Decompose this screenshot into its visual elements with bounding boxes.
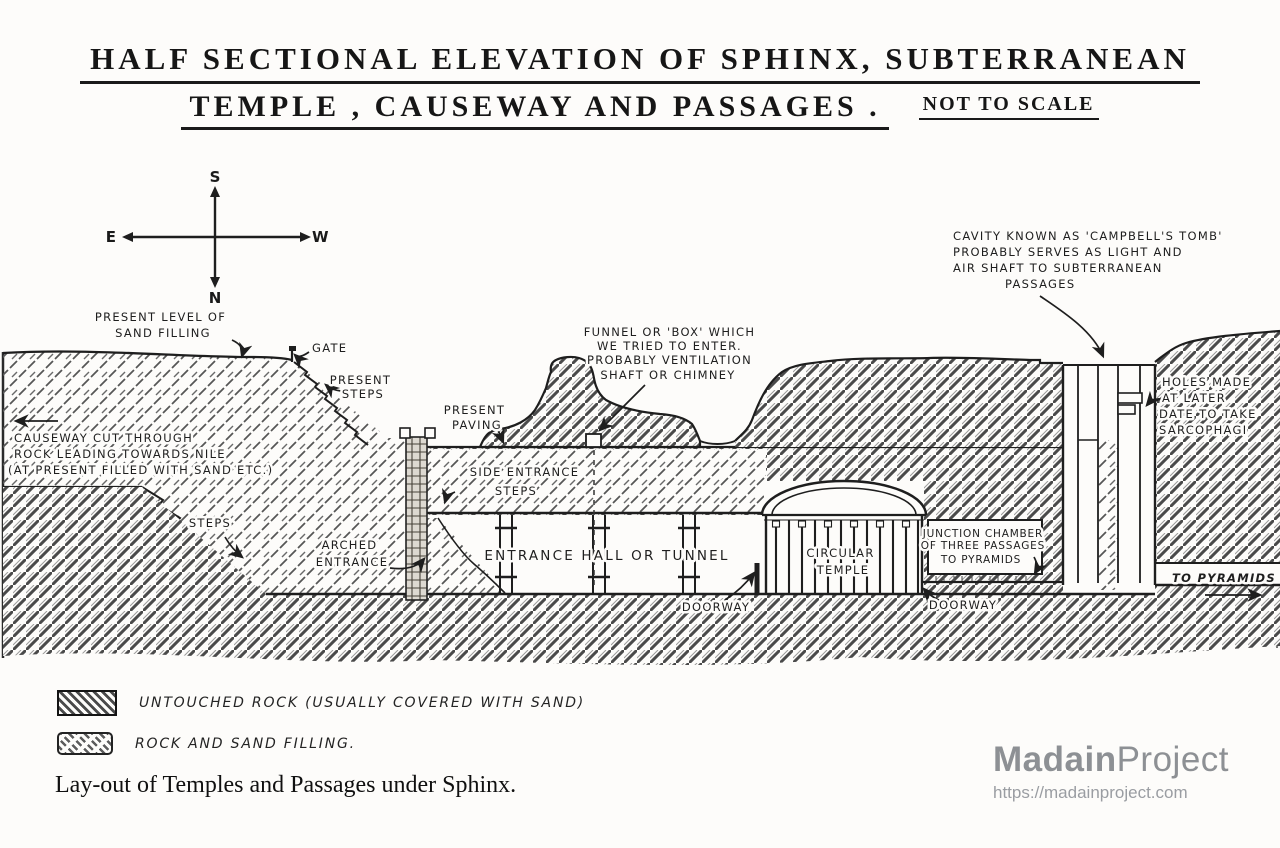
figure-caption: Lay-out of Temples and Passages under Sphinx. bbox=[55, 772, 517, 798]
label-circular-temple: CIRCULAR TEMPLE bbox=[806, 546, 875, 577]
label-gate: GATE bbox=[312, 341, 348, 355]
gate-post bbox=[289, 346, 296, 351]
label-present-paving: PRESENT PAVING bbox=[443, 403, 506, 432]
label-to-pyramids: TO PYRAMIDS bbox=[1172, 571, 1276, 585]
label-campbells-tomb: CAVITY KNOWN AS 'CAMPBELL'S TOMB' PROBABLY SERVES AS LIGHT AND AIR SHAFT TO SUBTERRANEAN PASSAGES bbox=[953, 229, 1223, 291]
label-doorway-left: DOORWAY bbox=[681, 600, 751, 614]
compass-rose bbox=[106, 168, 329, 307]
title-line-2: TEMPLE , CAUSEWAY AND PASSAGES . bbox=[181, 88, 888, 131]
label-doorway-right: DOORWAY bbox=[928, 598, 998, 612]
legend-swatch-untouched-rock bbox=[57, 690, 117, 716]
compass-south: S bbox=[209, 168, 221, 186]
label-arched-entrance: ARCHED ENTRANCE bbox=[315, 538, 389, 569]
compass-east: E bbox=[105, 228, 116, 246]
watermark bbox=[993, 742, 1229, 801]
label-holes: HOLES MADE AT LATER DATE TO TAKE SARCOPHAGI bbox=[1159, 375, 1257, 437]
legend-label-untouched-rock: UNTOUCHED ROCK (USUALLY COVERED WITH SAND) bbox=[139, 695, 586, 711]
legend-item-untouched-rock bbox=[57, 690, 585, 716]
title-line-1: HALF SECTIONAL ELEVATION OF SPHINX, SUBTERRANEAN bbox=[80, 40, 1200, 84]
right-rock-mass bbox=[735, 358, 1063, 447]
watermark-name-light: Project bbox=[1116, 740, 1230, 779]
label-entrance-hall: ENTRANCE HALL OR TUNNEL bbox=[484, 548, 730, 564]
compass-north: N bbox=[208, 289, 222, 307]
title-not-to-scale: NOT TO SCALE bbox=[919, 92, 1099, 120]
label-causeway: CAUSEWAY CUT THROUGH ROCK LEADING TOWARDS NILE (AT PRESENT FILLED WITH SAND ETC.) bbox=[8, 431, 274, 477]
watermark-url: https://madainproject.com bbox=[993, 783, 1188, 802]
label-side-entrance-steps: SIDE ENTRANCE STEPS bbox=[469, 465, 580, 498]
legend-swatch-rock-and-sand bbox=[57, 732, 113, 755]
side-entrance-steps-band bbox=[427, 449, 766, 513]
legend-label-rock-and-sand: ROCK AND SAND FILLING. bbox=[135, 735, 356, 752]
campbells-tomb-shaft bbox=[1063, 365, 1155, 593]
label-present-steps: PRESENT STEPS bbox=[329, 373, 392, 401]
label-present-level: PRESENT LEVEL OF SAND FILLING bbox=[94, 310, 227, 340]
legend-item-rock-and-sand bbox=[57, 732, 356, 755]
funnel-box bbox=[586, 434, 601, 447]
label-junction-chamber: JUNCTION CHAMBER OF THREE PASSAGES TO PYRAMIDS bbox=[920, 528, 1046, 566]
watermark-name bbox=[993, 742, 1229, 777]
label-steps: STEPS bbox=[188, 516, 232, 530]
label-funnel: FUNNEL OR 'BOX' WHICH WE TRIED TO ENTER. PROBABLY VENTILATION SHAFT OR CHIMNEY bbox=[583, 325, 756, 382]
watermark-name-bold: Madain bbox=[993, 740, 1117, 779]
compass-west: W bbox=[312, 228, 329, 246]
